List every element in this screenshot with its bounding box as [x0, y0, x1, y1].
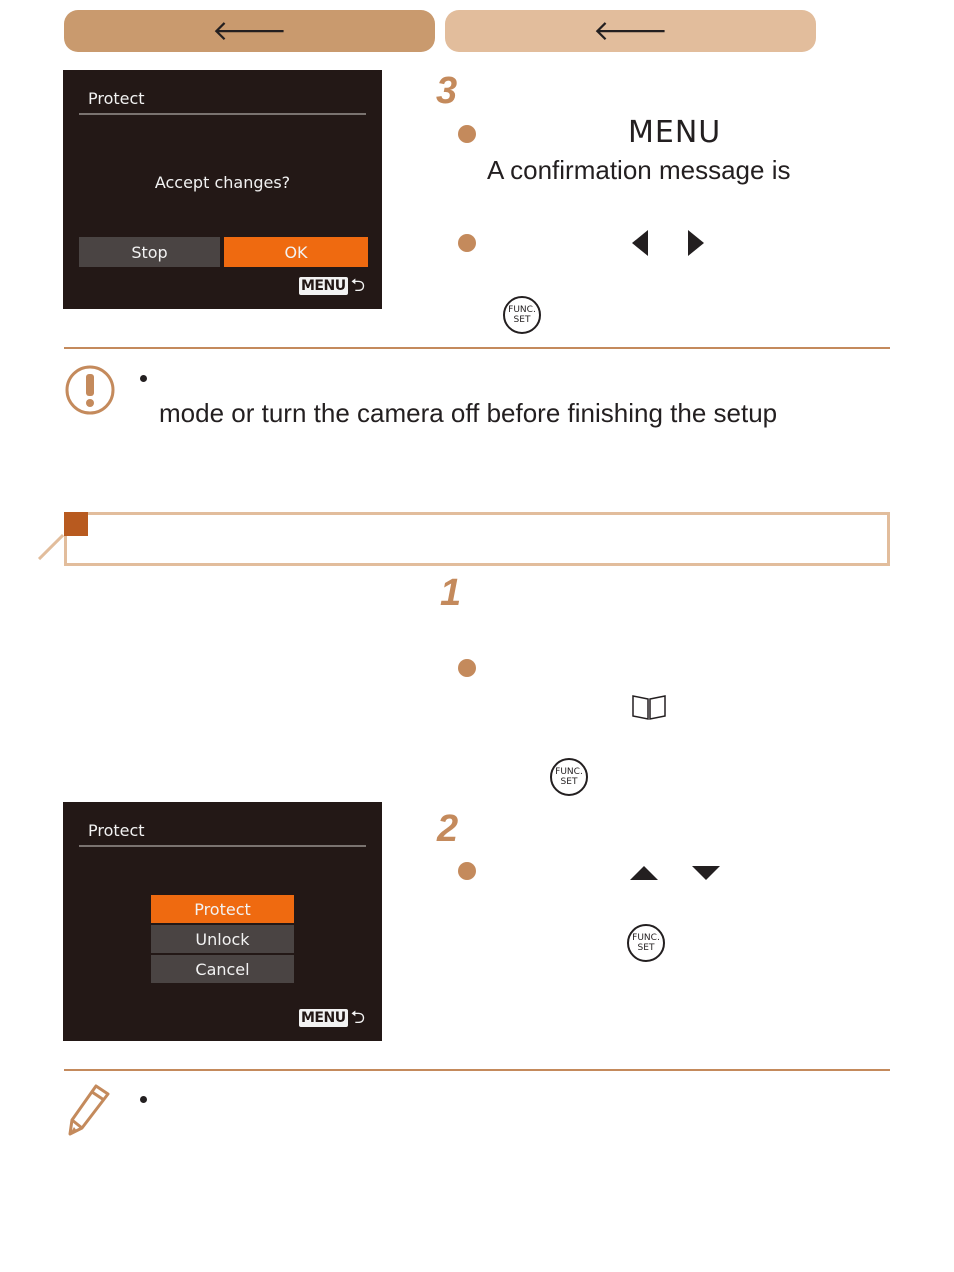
confirm-question: Accept changes? — [154, 173, 291, 192]
bullet-dot — [140, 1096, 147, 1103]
step-number: 2 — [437, 808, 459, 850]
screen-divider — [79, 845, 366, 847]
bullet-dot — [458, 659, 476, 677]
func-set-icon — [550, 758, 588, 796]
stop-button: Stop — [79, 237, 220, 267]
option-protect: Protect — [151, 895, 294, 923]
option-unlock: Unlock — [151, 925, 294, 953]
bullet-dot — [140, 375, 147, 382]
menu-badge: MENU — [300, 1010, 346, 1026]
menu-button-label: MENU — [628, 115, 722, 150]
section-marker — [64, 512, 88, 536]
screen-title: Protect — [88, 89, 145, 108]
func-label: FUNC. — [508, 305, 536, 315]
right-arrow-icon — [688, 230, 704, 256]
camera-screen-confirm — [63, 70, 382, 309]
step-number: 1 — [440, 572, 462, 614]
arrow-left-icon: 🡐 — [592, 14, 669, 47]
caution-icon — [64, 364, 116, 416]
back-arrow-icon: ⮌ — [350, 275, 365, 296]
menu-badge: MENU — [300, 278, 346, 294]
section-header — [64, 512, 890, 566]
pencil-icon — [66, 1082, 114, 1138]
divider — [64, 1069, 890, 1071]
func-label: FUNC. — [632, 933, 660, 943]
bullet-dot — [458, 234, 476, 252]
nav-tab-previous[interactable] — [64, 10, 435, 52]
func-label: FUNC. — [555, 767, 583, 777]
set-label: SET — [513, 315, 531, 325]
set-label: SET — [637, 943, 655, 953]
caution-text: mode or turn the camera off before finishing the setup — [159, 398, 778, 428]
option-cancel: Cancel — [151, 955, 294, 983]
divider — [64, 347, 890, 349]
nav-tab-contents[interactable] — [445, 10, 816, 52]
bullet-dot — [458, 125, 476, 143]
step-number: 3 — [436, 70, 458, 112]
up-arrow-icon — [630, 866, 658, 880]
menu-back-indicator — [299, 277, 365, 295]
screen-title: Protect — [88, 821, 145, 840]
menu-back-indicator — [299, 1009, 365, 1027]
camera-screen-protect-menu — [63, 802, 382, 1041]
book-icon — [631, 693, 667, 721]
back-arrow-icon: ⮌ — [350, 1007, 365, 1028]
ok-button: OK — [224, 237, 368, 267]
func-set-icon — [503, 296, 541, 334]
func-set-icon — [627, 924, 665, 962]
arrow-left-icon: 🡐 — [211, 14, 288, 47]
section-header-corner — [38, 534, 64, 560]
down-arrow-icon — [692, 866, 720, 880]
left-arrow-icon — [632, 230, 648, 256]
bullet-dot — [458, 862, 476, 880]
instruction-text: A confirmation message is — [487, 155, 791, 185]
set-label: SET — [560, 777, 578, 787]
screen-divider — [79, 113, 366, 115]
